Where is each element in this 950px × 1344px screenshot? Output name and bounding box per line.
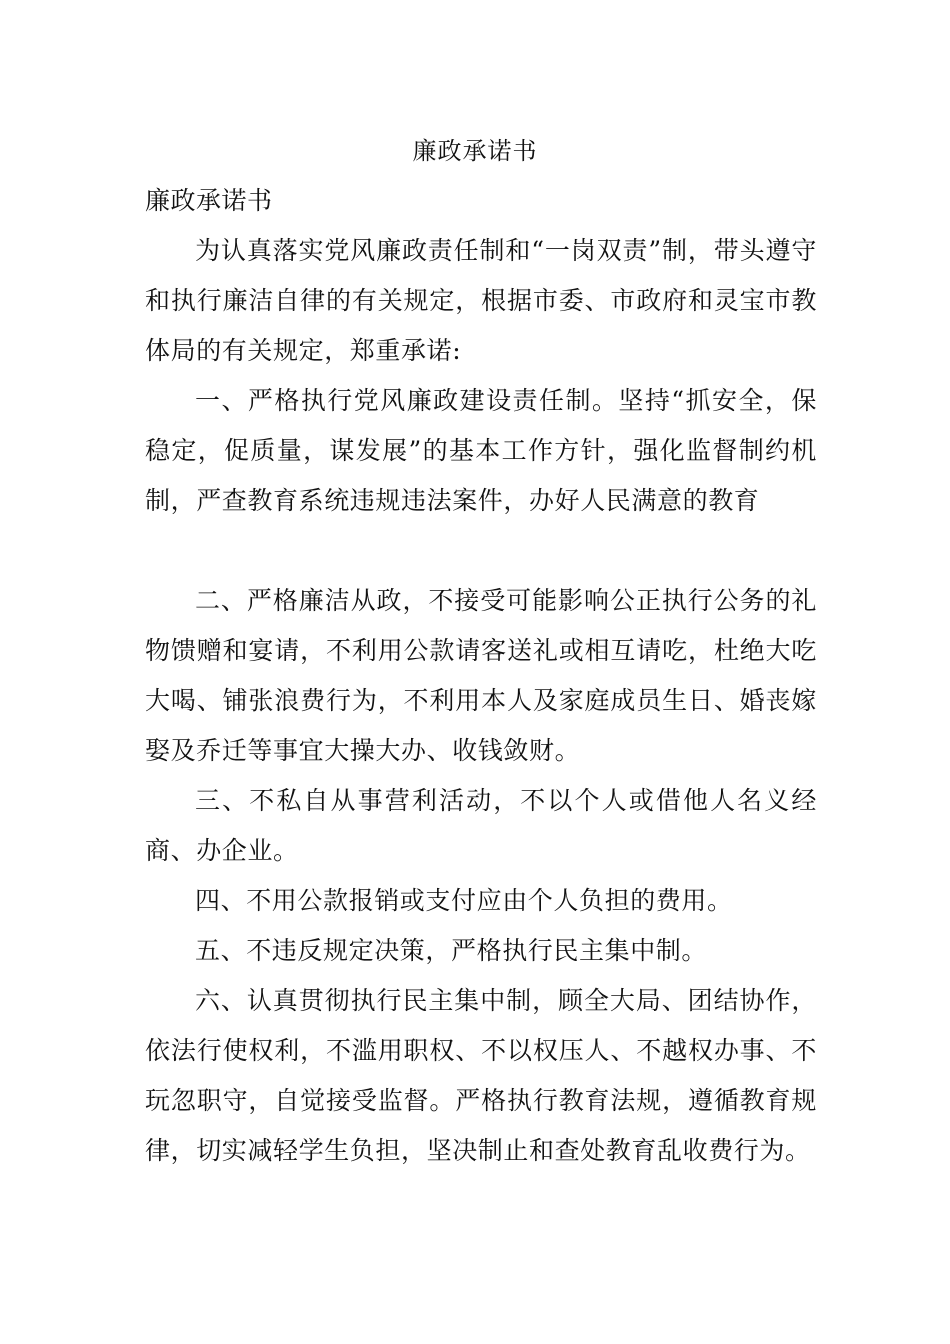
paragraph-intro: 为认真落实党风廉政责任制和“一岗双责”制，带头遵守和执行廉洁自律的有关规定，根据市委、市政府和灵宝市教体局的有关规定，郑重承诺:: [145, 236, 817, 365]
document-body: [145, 226, 817, 1176]
document-subtitle: 廉政承诺书: [145, 186, 273, 215]
document-title: 廉政承诺书: [412, 137, 538, 165]
paragraph-item-4: 四、不用公款报销或支付应由个人负担的费用。: [195, 886, 733, 915]
paragraph-item-6: 六、认真贯彻执行民主集中制，顾全大局、团结协作，依法行使权利，不滥用职权、不以权压人、不越权办事、不玩忽职守，自觉接受监督。严格执行教育法规，遵循教育规律，切实减轻学生负担，坚决制止和查处教育乱收费行为。: [145, 986, 817, 1165]
paragraph-item-1: 一、严格执行党风廉政建设责任制。坚持“抓安全，保稳定，促质量，谋发展”的基本工作方针，强化监督制约机制，严查教育系统违规违法案件，办好人民满意的教育: [145, 386, 817, 515]
paragraph-item-5: 五、不违反规定决策，严格执行民主集中制。: [195, 936, 708, 965]
blank-line: [145, 526, 817, 576]
paragraph-item-2: 二、严格廉洁从政，不接受可能影响公正执行公务的礼物馈赠和宴请，不利用公款请客送礼或相互请吃，杜绝大吃大喝、铺张浪费行为，不利用本人及家庭成员生日、婚丧嫁娶及乔迁等事宜大操大办、收钱敛财。: [145, 586, 817, 765]
paragraph-item-3: 三、不私自从事营利活动，不以个人或借他人名义经商、办企业。: [145, 786, 817, 865]
